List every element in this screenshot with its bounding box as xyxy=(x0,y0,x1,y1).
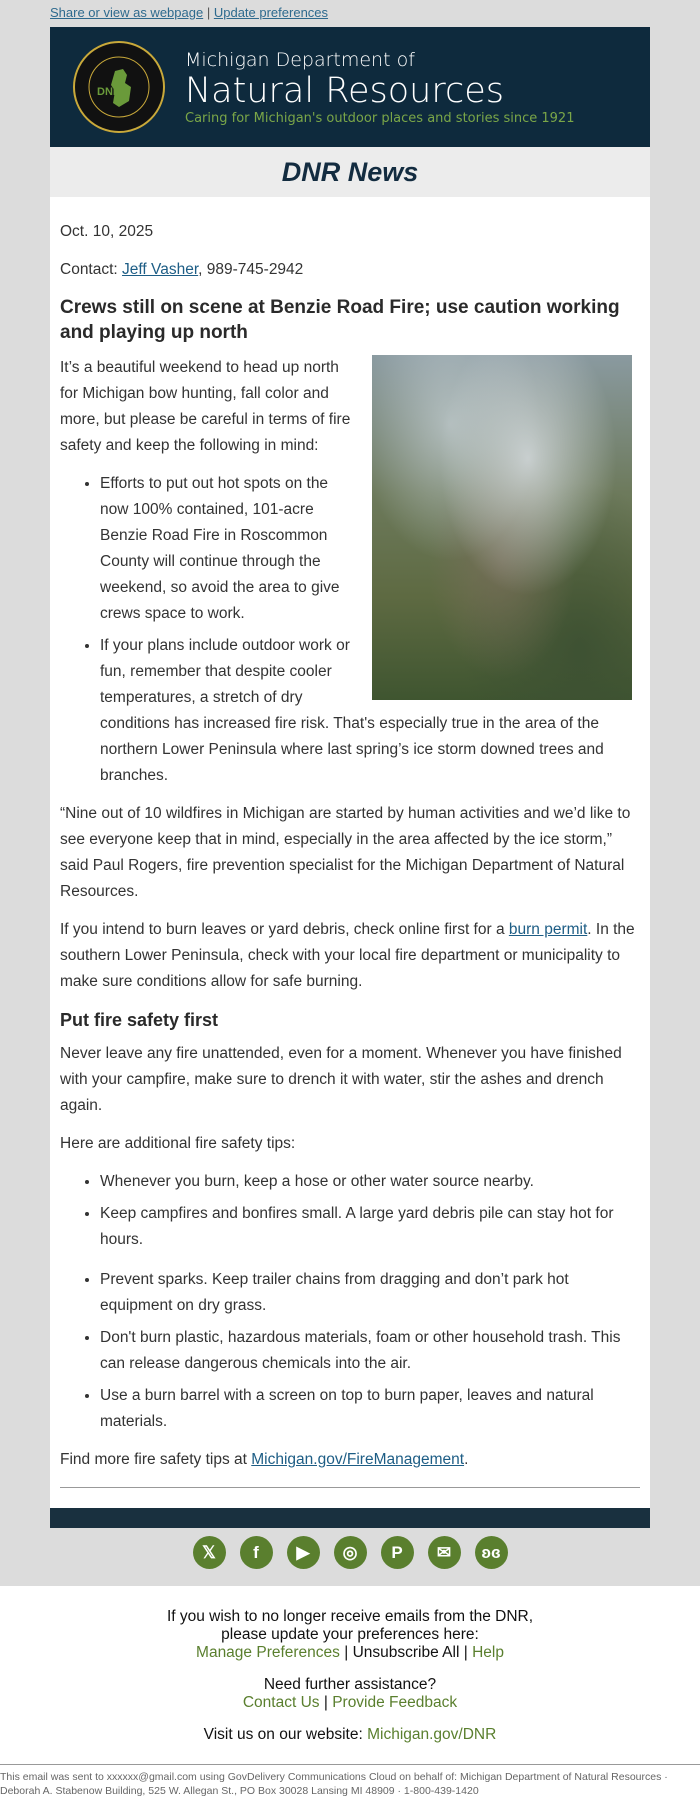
feedback-link[interactable]: Provide Feedback xyxy=(332,1694,458,1711)
list-item: • Use a burn barrel with a screen on top to burn paper, leaves and natural materials. xyxy=(100,1383,640,1435)
article-title: Crews still on scene at Benzie Road Fire; use caution working and playing up north xyxy=(60,297,620,343)
social-icons xyxy=(0,1528,700,1586)
assistance-text: Need further assistance? xyxy=(263,1676,437,1693)
footer-bar xyxy=(50,1508,650,1528)
more-tips xyxy=(60,1447,640,1473)
top-links xyxy=(50,5,650,27)
visit-text: Visit us on our website: xyxy=(203,1726,368,1743)
burn-permit-link[interactable]: burn permit xyxy=(508,921,588,938)
manage-preferences-link[interactable]: Manage Preferences xyxy=(196,1644,340,1661)
website-link[interactable]: Michigan.gov/DNR xyxy=(367,1726,497,1743)
youtube-icon[interactable]: ▶ xyxy=(287,1536,320,1569)
footer xyxy=(0,1586,700,1798)
legal-text: This email was sent to xxxxxx@gmail.com using GovDelivery Communications Cloud on behalf of: Michigan Department of Natural Resources · Deborah A. Stabenow Building, 525 W. Allegan St., PO Box 30028 Lansing MI 48909 · 1-800-439-1420 xyxy=(0,1764,700,1798)
burn-paragraph xyxy=(60,917,640,995)
subheading: Put fire safety first xyxy=(60,1010,219,1030)
update-preferences-link[interactable]: Update preferences xyxy=(213,5,329,20)
x-icon[interactable]: 𝕏 xyxy=(193,1536,226,1569)
list-item: • Whenever you burn, keep a hose or other water source nearby. xyxy=(100,1169,640,1195)
intro: It’s a beautiful weekend to head up north for Michigan bow hunting, fall color and more, but please be careful in terms of fire safety and keep the following in mind: xyxy=(60,359,351,454)
email-icon[interactable]: ✉ xyxy=(428,1536,461,1569)
header xyxy=(50,27,650,147)
divider xyxy=(60,1487,640,1488)
dnr-seal-logo xyxy=(73,41,165,133)
contact-us-link[interactable]: Contact Us xyxy=(242,1694,320,1711)
instagram-icon[interactable]: ◎ xyxy=(334,1536,367,1569)
bluesky-icon[interactable]: ʚɞ xyxy=(475,1536,508,1569)
fire-management-link[interactable]: Michigan.gov/FireManagement xyxy=(251,1451,465,1468)
paragraph: Never leave any fire unattended, even for a moment. Whenever you have finished with your campfire, make sure to drench it with water, stir the ashes and drench again. xyxy=(60,1045,622,1114)
help-link[interactable]: Help xyxy=(472,1644,504,1661)
pinterest-icon[interactable]: P xyxy=(381,1536,414,1569)
header-tagline: Caring for Michigan's outdoor places and stories since 1921 xyxy=(185,110,575,126)
share-link[interactable]: Share or view as webpage xyxy=(50,5,204,20)
unsubscribe-all-link[interactable]: Unsubscribe All xyxy=(352,1644,460,1661)
dnr-news-banner: DNR News xyxy=(50,147,650,197)
contact-name-link[interactable]: Jeff Vasher xyxy=(122,261,199,278)
separator: | xyxy=(323,1694,328,1711)
list-item: • Don't burn plastic, hazardous materials, foam or other household trash. This can release dangerous chemicals into the air. xyxy=(100,1325,640,1377)
header-title: Natural Resources xyxy=(185,70,504,111)
quote: “Nine out of 10 wildfires in Michigan are started by human activities and we’d like to see everyone keep that in mind, especially in the area affected by the ice storm,” said Paul Rogers, fire prevention specialist for the Michigan Department of Natural Resources. xyxy=(60,805,631,900)
list-item: • Efforts to put out hot spots on the now 100% contained, 101-acre Benzie Road Fire in Roscommon County will continue through the weekend, so avoid the area to give crews space to work. xyxy=(100,471,640,627)
facebook-icon[interactable]: f xyxy=(240,1536,273,1569)
unsubscribe-text-2: please update your preferences here: xyxy=(221,1626,479,1643)
text: . In the southern Lower Peninsula, check with your local fire department or municipality to make sure conditions allow for safe burning. xyxy=(60,921,635,990)
header-line1: Michigan Department of xyxy=(185,48,415,71)
separator: | xyxy=(344,1644,349,1661)
separator: | xyxy=(463,1644,468,1661)
contact xyxy=(60,257,640,283)
contact-phone: , 989-745-2942 xyxy=(198,261,304,278)
contact-label: Contact: xyxy=(60,261,123,278)
text: Find more fire safety tips at xyxy=(60,1451,252,1468)
bullet-list-2 xyxy=(100,1169,640,1435)
paragraph: Here are additional fire safety tips: xyxy=(60,1135,296,1152)
list-item: • Prevent sparks. Keep trailer chains from dragging and don’t park hot equipment on dry grass. xyxy=(100,1267,640,1319)
separator: | xyxy=(206,5,211,20)
list-item: • Keep campfires and bonfires small. A large yard debris pile can stay hot for hours. xyxy=(100,1201,640,1253)
svg-text:DNR: DNR xyxy=(97,86,121,98)
email-body xyxy=(50,27,650,1508)
text: If you intend to burn leaves or yard debris, check online first for a xyxy=(60,921,509,938)
date: Oct. 10, 2025 xyxy=(60,223,154,240)
list-item: • If your plans include outdoor work or fun, remember that despite cooler temperatures, a stretch of dry conditions has increased fire risk. That's especially true in the area of the northern Lower Peninsula where last spring’s ice storm downed trees and branches. xyxy=(100,633,640,789)
aerial-fire-photo xyxy=(372,355,632,700)
article xyxy=(50,197,650,1508)
unsubscribe-text: If you wish to no longer receive emails from the DNR, xyxy=(166,1608,534,1625)
text: . xyxy=(464,1451,469,1468)
